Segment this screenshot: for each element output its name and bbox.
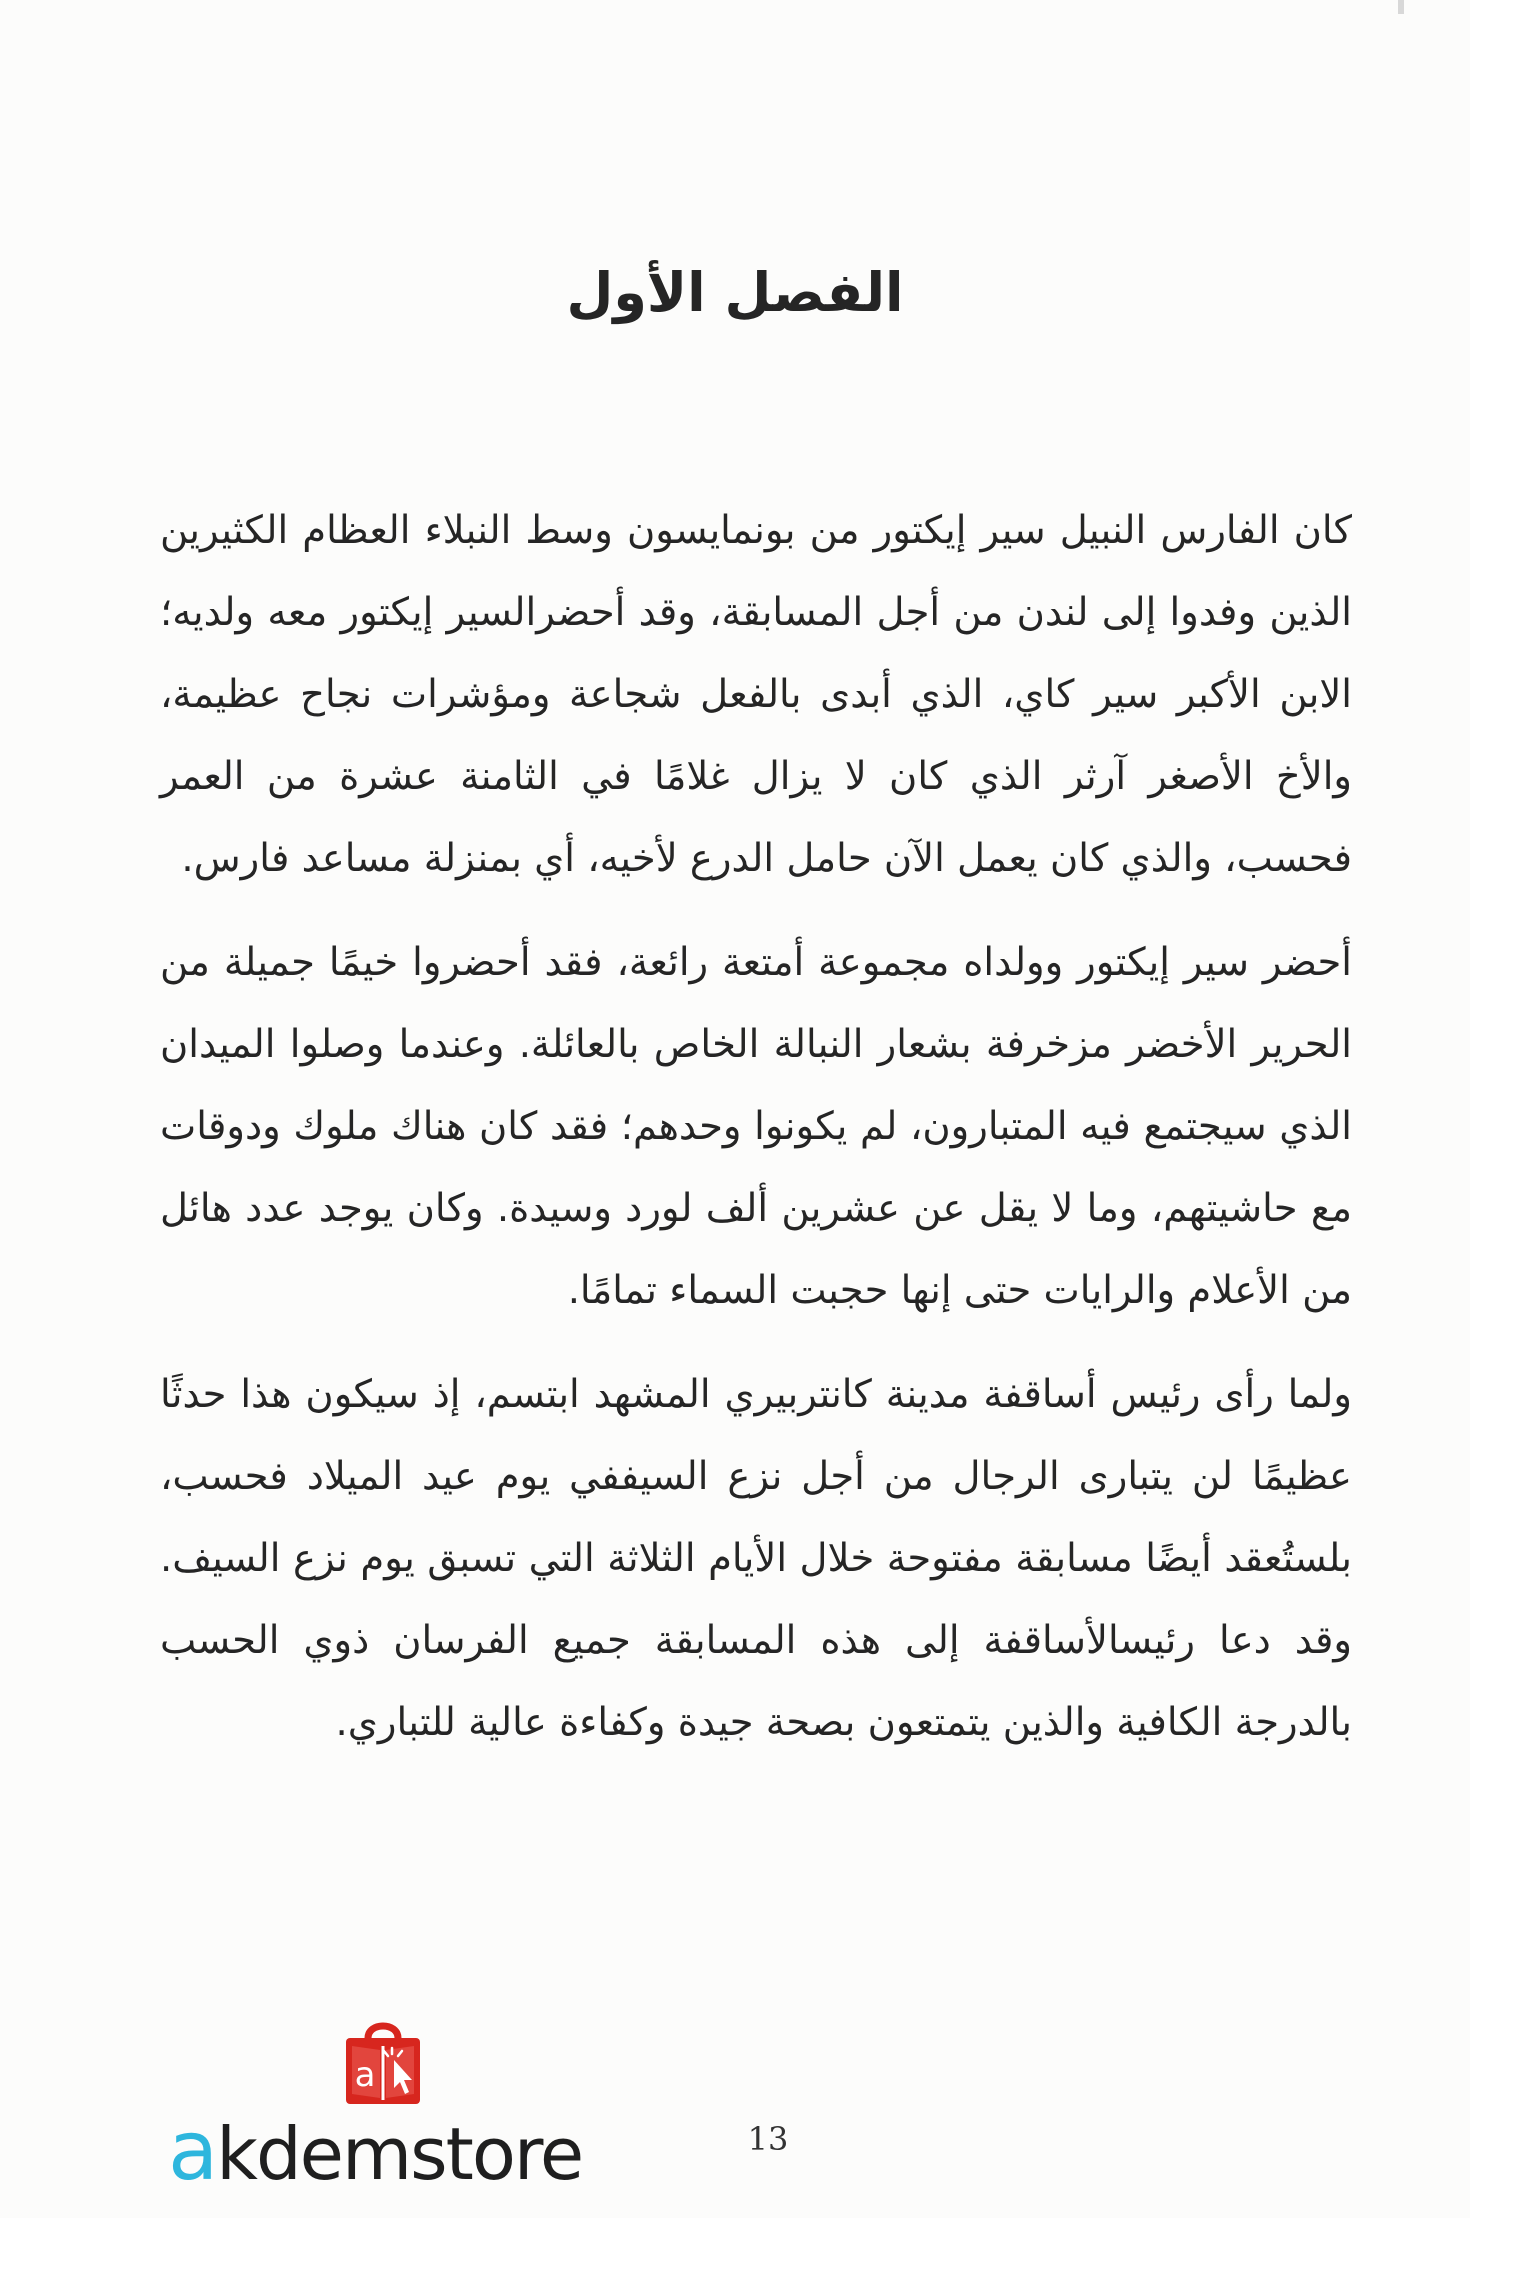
paragraph-3: ولما رأى رئيس أساقفة مدينة كانتربيري المشهد ابتسم، إذ سيكون هذا حدثًا عظيمًا لن يتبارى الرجال من أجل نزع السيففي يوم عيد الميلاد فحسب، بلستُعقد أيضًا مسابقة مفتوحة خلال الأيام الثلاثة التي تسبق يوم نزع السيف. وقد دعا رئيسالأساقفة إلى هذه المسابقة جميع الفرسان ذوي الحسب بالدرجة الكافية والذين يتمتعون بصحة جيدة وكفاءة عالية للتباري. [160,1372,1352,1745]
logo-wordmark-accent-letter: a [168,2104,217,2199]
akdemstore-logo [168,2016,608,2199]
body-text [160,490,1352,1786]
chapter-title: الفصل الأول [566,261,904,325]
page-number: 13 [747,2120,789,2158]
logo-icon-letter: a [354,2055,376,2095]
book-bag-cursor-icon [338,2016,428,2116]
page-edge-mark [1398,0,1404,14]
logo-wordmark [168,2104,583,2199]
paragraph-2: أحضر سير إيكتور وولداه مجموعة أمتعة رائعة، فقد أحضروا خيمًا جميلة من الحرير الأخضر مزخرفة بشعار النبالة الخاص بالعائلة. وعندما وصلوا الميدان الذي سيجتمع فيه المتبارون، لم يكونوا وحدهم؛ فقد كان هناك ملوك ودوقات مع حاشيتهم، وما لا يقل عن عشرين ألف لورد وسيدة. وكان يوجد عدد هائل من الأعلام والرايات حتى إنها حجبت السماء تمامًا. [160,940,1352,1313]
logo-wordmark-rest: kdemstore [216,2112,583,2196]
paragraph-1: كان الفارس النبيل سير إيكتور من بونمايسون وسط النبلاء العظام الكثيرين الذين وفدوا إلى لندن من أجل المسابقة، وقد أحضرالسير إيكتور معه ولديه؛ الابن الأكبر سير كاي، الذي أبدى بالفعل شجاعة ومؤشرات نجاح عظيمة، والأخ الأصغر آرثر الذي كان لا يزال غلامًا في الثامنة عشرة من العمر فحسب، والذي كان يعمل الآن حامل الدرع لأخيه، أي بمنزلة مساعد فارس. [160,508,1352,881]
